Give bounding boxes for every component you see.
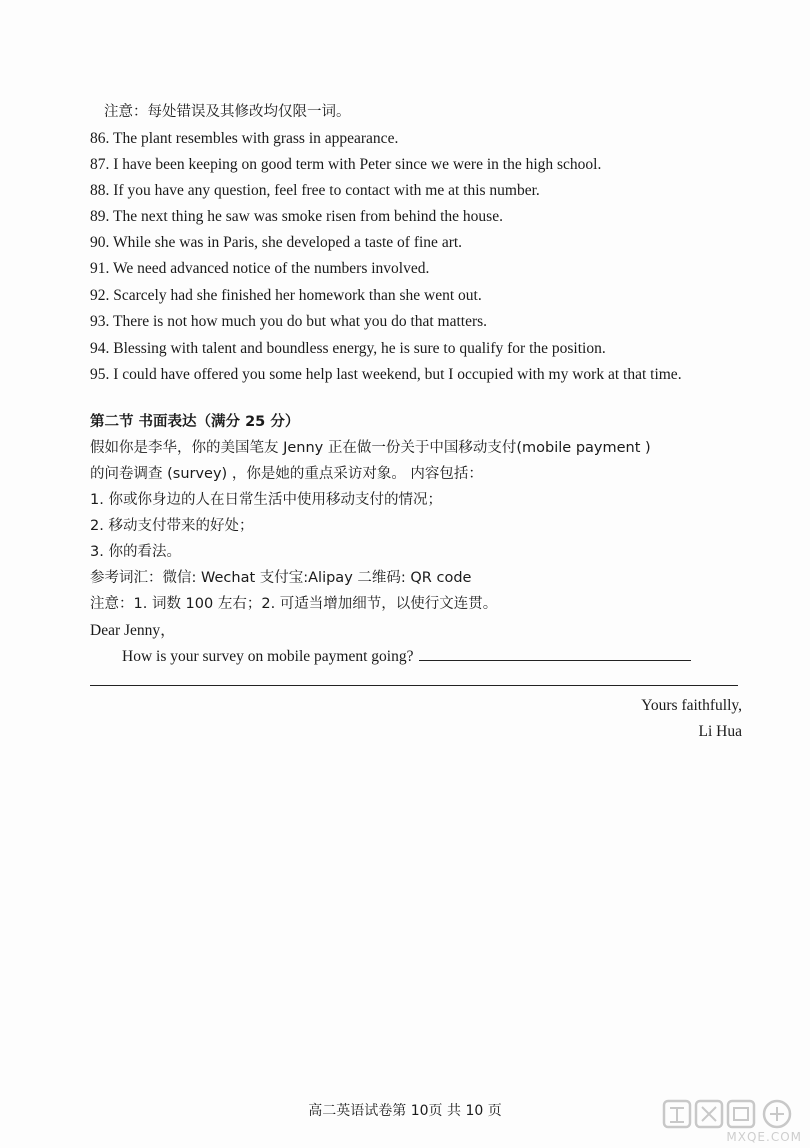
section-title: 第二节 书面表达（满分 25 分） [90, 414, 300, 430]
question-86: 86. The plant resembles with grass in appearance. [90, 130, 399, 147]
question-92: 92. Scarcely had she finished her homework than she went out. [90, 287, 482, 304]
question-91: 91. We need advanced notice of the numbers involved. [90, 260, 430, 277]
writing-requirements: 注意：1. 词数 100 左右；2. 可适当增加细节，以使行文连贯。 [90, 596, 498, 612]
question-93: 93. There is not how much you do but what you do that matters. [90, 313, 488, 330]
letter-closing: Yours faithfully, [641, 697, 742, 714]
letter-greeting: Dear Jenny， [90, 622, 176, 639]
page-footer: 高二英语试卷第 10页 共 10 页 [308, 1103, 502, 1119]
watermark-logo-icon [662, 1098, 802, 1130]
reference-vocabulary: 参考词汇：微信: Wechat 支付宝:Alipay 二维码: QR code [90, 570, 472, 586]
question-87: 87. I have been keeping on good term with Peter since we were in the high school. [90, 156, 602, 173]
content-point-1: 1. 你或你身边的人在日常生活中使用移动支付的情况； [90, 492, 442, 508]
question-89: 89. The next thing he saw was smoke risen from behind the house. [90, 208, 503, 225]
watermark-text: MXQE.COM [726, 1130, 802, 1144]
question-95: 95. I could have offered you some help last weekend, but I occupied with my work at that time. [90, 366, 682, 383]
answer-blank [419, 648, 691, 661]
watermark [662, 1098, 802, 1144]
letter-opening [122, 647, 691, 667]
question-94: 94. Blessing with talent and boundless energy, he is sure to qualify for the position. [90, 340, 606, 357]
letter-signature: Li Hua [698, 723, 742, 740]
letter-opening-text: How is your survey on mobile payment going? [122, 648, 414, 665]
error-correction-note: 注意：每处错误及其修改均仅限一词。 [104, 104, 351, 120]
prompt-line-1: 假如你是李华，你的美国笔友 Jenny 正在做一份关于中国移动支付(mobile payment ) [90, 440, 651, 456]
prompt-line-2: 的问卷调查 (survey) ，你是她的重点采访对象。 内容包括： [90, 466, 483, 482]
content-point-2: 2. 移动支付带来的好处； [90, 518, 254, 534]
content-point-3: 3. 你的看法。 [90, 544, 181, 560]
question-88: 88. If you have any question, feel free to contact with me at this number. [90, 182, 540, 199]
answer-line [90, 685, 738, 686]
question-90: 90. While she was in Paris, she developed a taste of fine art. [90, 234, 463, 251]
